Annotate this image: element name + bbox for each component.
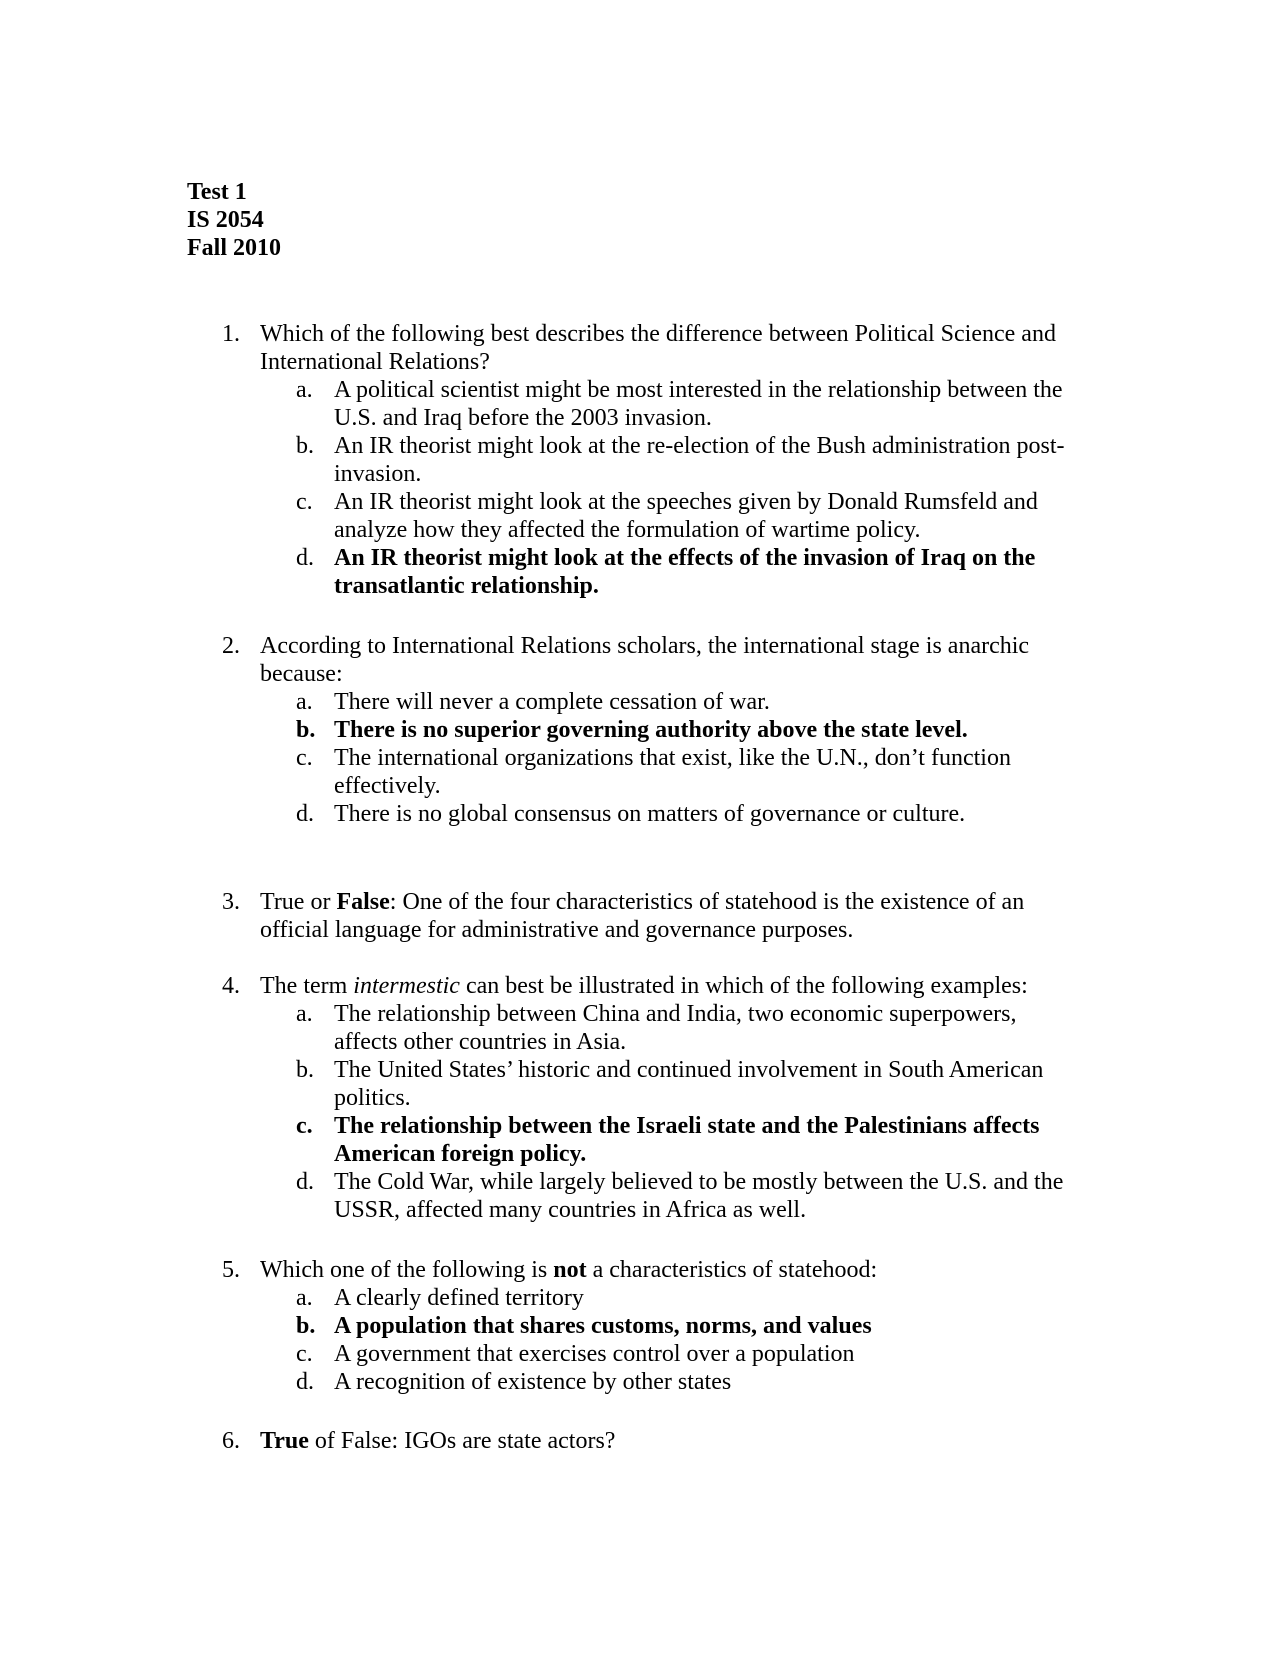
option-text: An IR theorist might look at the speeches given by Donald Rumsfeld and analyze how they affected the formulation of wartime policy.	[334, 489, 1038, 543]
option-c	[296, 1340, 1082, 1368]
option-text-answer: The relationship between the Israeli state and the Palestinians affects American foreign policy.	[334, 1113, 1040, 1167]
question-text: Which one of the following is not a characteristics of statehood:	[260, 1257, 878, 1283]
term: Fall 2010	[187, 235, 281, 261]
option-text-answer: A population that shares customs, norms, and values	[334, 1313, 872, 1339]
answer-false: False	[336, 889, 390, 915]
option-letter: d.	[296, 1169, 314, 1195]
option-text: A government that exercises control over a population	[334, 1341, 855, 1367]
term-intermestic: intermestic	[353, 973, 460, 999]
option-letter: d.	[296, 545, 314, 571]
option-d	[296, 1368, 1082, 1396]
option-text-answer: An IR theorist might look at the effects of the invasion of Iraq on the transatlantic relationship.	[334, 545, 1036, 599]
option-text: A clearly defined territory	[334, 1285, 584, 1311]
option-text-answer: There is no superior governing authority above the state level.	[334, 717, 968, 743]
option-letter: a.	[296, 377, 313, 403]
option-a	[296, 688, 1082, 716]
option-text: The international organizations that exist, like the U.N., don’t function effectively.	[334, 745, 1011, 799]
question-number: 3.	[222, 889, 240, 915]
test-title: Test 1	[187, 179, 247, 205]
option-text: The Cold War, while largely believed to be mostly between the U.S. and the USSR, affected many countries in Africa as well.	[334, 1169, 1064, 1223]
option-a	[296, 1284, 1082, 1312]
option-a	[296, 376, 1082, 432]
option-d-answer	[296, 544, 1082, 600]
option-b-answer	[296, 716, 1082, 744]
question-number: 1.	[222, 321, 240, 347]
option-letter: c.	[296, 1113, 313, 1139]
question-5	[222, 1256, 1082, 1396]
option-letter: d.	[296, 801, 314, 827]
question-6	[222, 1427, 1082, 1455]
course-code: IS 2054	[187, 207, 264, 233]
question-number: 2.	[222, 633, 240, 659]
option-d	[296, 1168, 1082, 1224]
option-letter: b.	[296, 433, 314, 459]
option-d	[296, 800, 1082, 828]
emphasis-not: not	[553, 1257, 587, 1283]
option-letter: a.	[296, 1001, 313, 1027]
question-number: 5.	[222, 1257, 240, 1283]
option-letter: b.	[296, 1313, 316, 1339]
option-c	[296, 744, 1082, 800]
question-text: The term intermestic can best be illustrated in which of the following examples:	[260, 973, 1028, 999]
option-a	[296, 1000, 1082, 1056]
question-3	[222, 888, 1082, 944]
option-letter: c.	[296, 1341, 313, 1367]
question-1	[222, 320, 1082, 600]
option-letter: b.	[296, 717, 316, 743]
test-header	[187, 178, 281, 262]
question-text: Which of the following best describes the difference between Political Science and International Relations?	[260, 321, 1056, 375]
question-number: 6.	[222, 1428, 240, 1454]
option-text: The relationship between China and India, two economic superpowers, affects other countries in Asia.	[334, 1001, 1017, 1055]
question-2	[222, 632, 1082, 828]
option-letter: b.	[296, 1057, 314, 1083]
option-letter: c.	[296, 489, 313, 515]
option-b-answer	[296, 1312, 1082, 1340]
option-c	[296, 488, 1082, 544]
option-text: An IR theorist might look at the re-election of the Bush administration post-invasion.	[334, 433, 1065, 487]
question-text: According to International Relations scholars, the international stage is anarchic because:	[260, 633, 1030, 687]
option-letter: d.	[296, 1369, 314, 1395]
option-b	[296, 1056, 1082, 1112]
option-text: There is no global consensus on matters of governance or culture.	[334, 801, 966, 827]
answer-true: True	[260, 1428, 309, 1454]
option-letter: c.	[296, 745, 313, 771]
option-b	[296, 432, 1082, 488]
option-text: A recognition of existence by other states	[334, 1369, 732, 1395]
option-letter: a.	[296, 689, 313, 715]
option-letter: a.	[296, 1285, 313, 1311]
question-text: True of False: IGOs are state actors?	[260, 1428, 616, 1454]
option-text: A political scientist might be most interested in the relationship between the U.S. and Iraq before the 2003 invasion.	[334, 377, 1063, 431]
option-c-answer	[296, 1112, 1082, 1168]
question-4	[222, 972, 1082, 1224]
option-text: There will never a complete cessation of war.	[334, 689, 770, 715]
question-number: 4.	[222, 973, 240, 999]
option-text: The United States’ historic and continued involvement in South American politics.	[334, 1057, 1044, 1111]
question-text: True or False: One of the four characteristics of statehood is the existence of an official language for administrative and governance purposes.	[260, 889, 1025, 943]
